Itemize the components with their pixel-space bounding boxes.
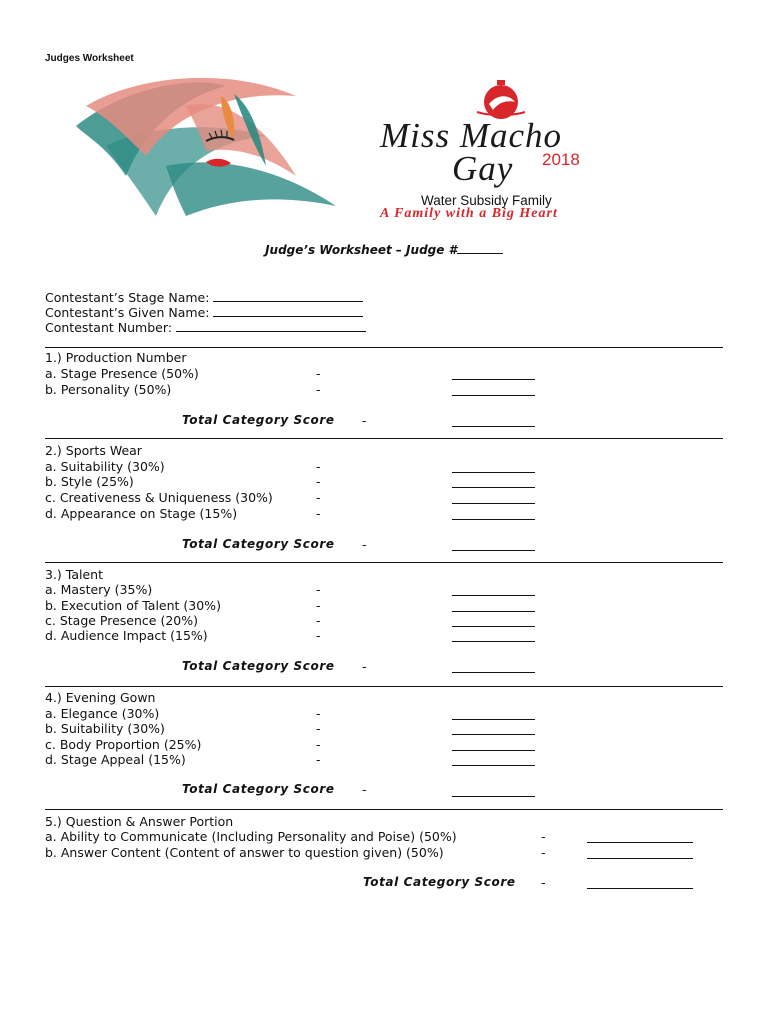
score-field[interactable] <box>452 750 535 751</box>
worksheet-title <box>0 242 768 257</box>
dash: - <box>541 875 546 890</box>
contestant-number-field[interactable] <box>176 319 366 332</box>
dash: - <box>316 613 321 628</box>
given-name-label: Contestant’s Given Name: <box>45 305 210 320</box>
total-score-field[interactable] <box>587 888 693 889</box>
score-field[interactable] <box>587 858 693 859</box>
score-field[interactable] <box>452 519 535 520</box>
dash: - <box>316 598 321 613</box>
dash: - <box>316 706 321 721</box>
score-field[interactable] <box>452 734 535 735</box>
score-field[interactable] <box>452 611 535 612</box>
score-field[interactable] <box>452 487 535 488</box>
stage-name-label: Contestant’s Stage Name: <box>45 290 210 305</box>
total-category-score-label: Total Category Score <box>182 413 335 427</box>
judge-number-blank[interactable] <box>457 242 503 254</box>
contestant-stage-name-row <box>45 289 363 305</box>
dash: - <box>316 628 321 643</box>
dash: - <box>316 490 321 505</box>
dash: - <box>316 506 321 521</box>
score-field[interactable] <box>452 503 535 504</box>
total-score-field[interactable] <box>452 796 535 797</box>
total-category-score-label: Total Category Score <box>182 782 335 796</box>
section-title: 1.) Production Number <box>45 350 187 365</box>
worksheet-title-text: Judge’s Worksheet – Judge # <box>265 243 457 257</box>
contestant-number-row <box>45 319 366 335</box>
score-field[interactable] <box>452 595 535 596</box>
contestant-given-name-row <box>45 304 363 320</box>
section-divider <box>45 562 723 563</box>
score-field[interactable] <box>452 765 535 766</box>
contestant-number-label: Contestant Number: <box>45 320 172 335</box>
criteria-item: b. Personality (50%) <box>45 382 172 397</box>
score-field[interactable] <box>452 472 535 473</box>
dash: - <box>362 659 367 674</box>
score-field[interactable] <box>452 626 535 627</box>
dash: - <box>541 845 546 860</box>
crown-ornament-icon <box>469 80 533 120</box>
criteria-item: a. Suitability (30%) <box>45 459 165 474</box>
section-title: 2.) Sports Wear <box>45 443 142 458</box>
score-field[interactable] <box>587 842 693 843</box>
total-score-field[interactable] <box>452 672 535 673</box>
criteria-item: b. Suitability (30%) <box>45 721 165 736</box>
score-field[interactable] <box>452 379 535 380</box>
dash: - <box>316 382 321 397</box>
criteria-item: a. Stage Presence (50%) <box>45 366 199 381</box>
section-divider <box>45 438 723 439</box>
dash: - <box>316 721 321 736</box>
criteria-item: c. Body Proportion (25%) <box>45 737 202 752</box>
dash: - <box>316 366 321 381</box>
total-score-field[interactable] <box>452 550 535 551</box>
criteria-item: d. Appearance on Stage (15%) <box>45 506 238 521</box>
dash: - <box>362 537 367 552</box>
section-title: 4.) Evening Gown <box>45 690 156 705</box>
criteria-item: a. Elegance (30%) <box>45 706 160 721</box>
section-divider <box>45 809 723 810</box>
total-score-field[interactable] <box>452 426 535 427</box>
dash: - <box>362 413 367 428</box>
dash: - <box>316 752 321 767</box>
score-field[interactable] <box>452 641 535 642</box>
score-field[interactable] <box>452 395 535 396</box>
criteria-item: d. Audience Impact (15%) <box>45 628 208 643</box>
criteria-item: b. Answer Content (Content of answer to question given) (50%) <box>45 845 444 860</box>
section-divider <box>45 347 723 348</box>
dash: - <box>316 582 321 597</box>
header-label: Judges Worksheet <box>45 53 134 64</box>
total-category-score-label: Total Category Score <box>182 537 335 551</box>
section-title: 3.) Talent <box>45 567 103 582</box>
dash: - <box>362 782 367 797</box>
pageant-logo-art <box>66 66 346 226</box>
given-name-field[interactable] <box>213 304 363 317</box>
dash: - <box>316 474 321 489</box>
brand-tagline: A Family with a Big Heart <box>380 206 558 221</box>
criteria-item: a. Mastery (35%) <box>45 582 153 597</box>
stage-name-field[interactable] <box>213 289 363 302</box>
dash: - <box>541 829 546 844</box>
criteria-item: b. Style (25%) <box>45 474 134 489</box>
brand-subtitle: Water Subsidy Family <box>421 193 552 208</box>
score-field[interactable] <box>452 719 535 720</box>
criteria-item: b. Execution of Talent (30%) <box>45 598 221 613</box>
dash: - <box>316 459 321 474</box>
section-divider <box>45 686 723 687</box>
total-category-score-label: Total Category Score <box>182 659 335 673</box>
section-title: 5.) Question & Answer Portion <box>45 814 234 829</box>
brand-title <box>380 116 670 186</box>
criteria-item: c. Stage Presence (20%) <box>45 613 198 628</box>
brand-title-line2: Gay <box>452 149 514 188</box>
criteria-item: c. Creativeness & Uniqueness (30%) <box>45 490 273 505</box>
total-category-score-label: Total Category Score <box>363 875 516 889</box>
brand-title-line1: Miss Macho <box>380 116 563 155</box>
criteria-item: d. Stage Appeal (15%) <box>45 752 186 767</box>
criteria-item: a. Ability to Communicate (Including Personality and Poise) (50%) <box>45 829 457 844</box>
brand-year: 2018 <box>542 150 580 169</box>
dash: - <box>316 737 321 752</box>
